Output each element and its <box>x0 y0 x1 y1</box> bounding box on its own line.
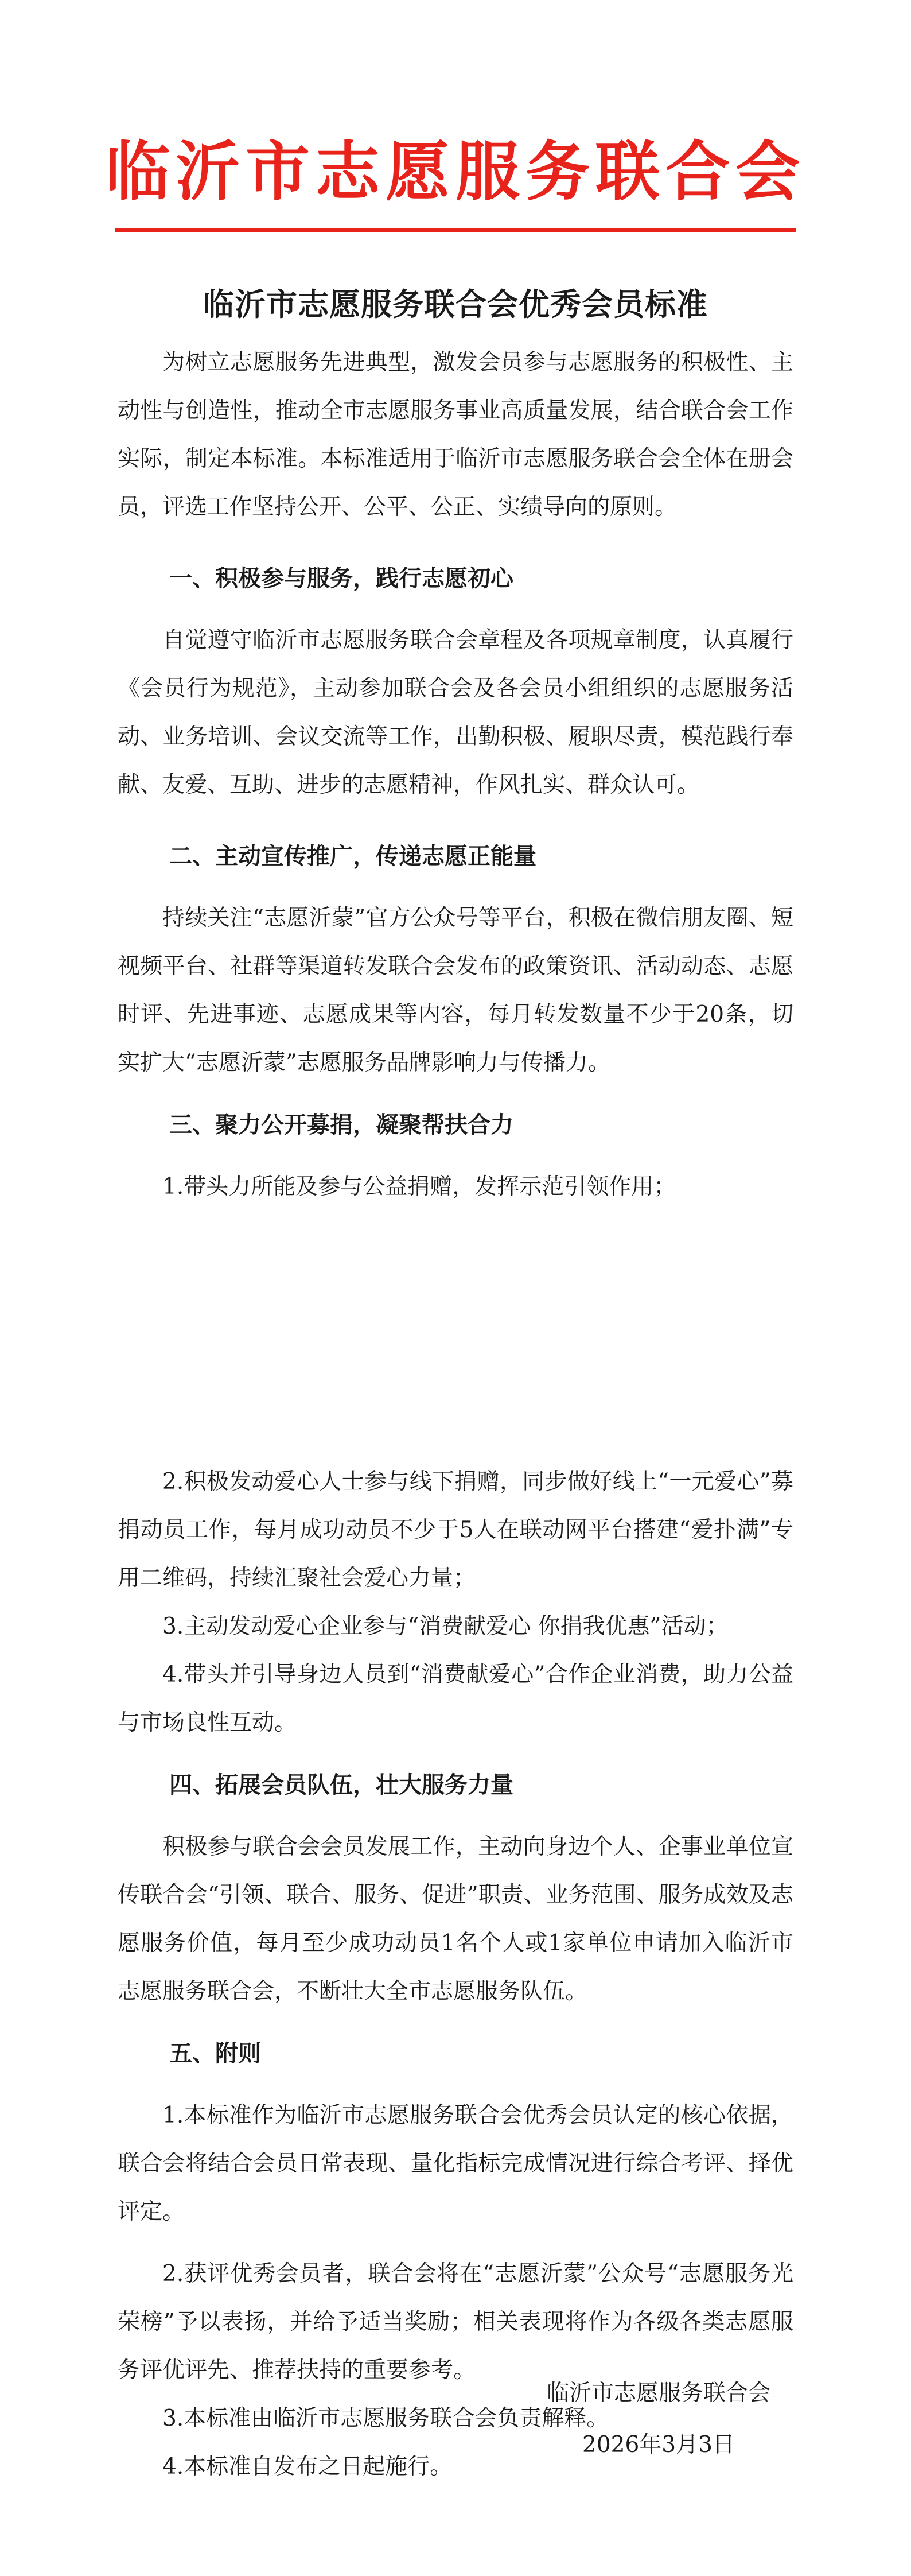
section-heading: 四、拓展会员队伍，壮大服务力量 <box>169 1772 513 1798</box>
list-item: 4.本标准自发布之日起施行。 <box>162 2454 453 2480</box>
list-item: 2.获评优秀会员者，联合会将在“志愿沂蒙”公众号“志愿服务光荣榜”予以表扬，并给予适当奖励；相关表现将作为各级各类志愿服务评优评先、推荐扶持的重要参考。 <box>118 2261 793 2383</box>
blank-space <box>118 1211 793 1458</box>
list-item: 3.主动发动爱心企业参与“消费献爱心 你捐我优惠”活动； <box>162 1613 729 1639</box>
document-title: 临沂市志愿服务联合会优秀会员标准 <box>203 286 708 323</box>
masthead-divider <box>115 228 796 232</box>
section-heading: 三、聚力公开募捐，凝聚帮扶合力 <box>169 1112 513 1138</box>
section-paragraph: 积极参与联合会会员发展工作，主动向身边个人、企事业单位宣传联合会“引领、联合、服务、促进”职责、业务范围、服务成效及志愿服务价值，每月至少成功动员1名个人或1家单位申请加入临沂市志愿服务联合会，不断壮大全市志愿服务队伍。 <box>118 1834 793 2004</box>
section-2 <box>118 832 793 1087</box>
signature-date: 2026年3月3日 <box>582 2432 735 2458</box>
section-3 <box>118 1101 793 1747</box>
list-item: 3.本标准由临沂市志愿服务联合会负责解释。 <box>162 2406 609 2431</box>
section-heading: 一、积极参与服务，践行志愿初心 <box>169 565 513 592</box>
masthead-title: 临沂市志愿服务联合会 <box>106 135 805 210</box>
list-item: 1.带头力所能及参与公益捐赠，发挥示范引领作用； <box>162 1174 676 1200</box>
intro-paragraph: 为树立志愿服务先进典型，激发会员参与志愿服务的积极性、主动性与创造性，推动全市志愿服务事业高质量发展，结合联合会工作实际，制定本标准。本标准适用于临沂市志愿服务联合会全体在册会员，评选工作坚持公开、公平、公正、实绩导向的原则。 <box>118 350 793 520</box>
section-heading: 二、主动宣传推广，传递志愿正能量 <box>169 843 536 870</box>
signature-org: 临沂市志愿服务联合会 <box>546 2380 770 2406</box>
section-4 <box>118 1761 793 2016</box>
list-item: 1.本标准作为临沂市志愿服务联合会优秀会员认定的核心依据，联合会将结合会员日常表现、量化指标完成情况进行综合考评、择优评定。 <box>118 2102 793 2225</box>
section-paragraph: 自觉遵守临沂市志愿服务联合会章程及各项规章制度，认真履行《会员行为规范》，主动参加联合会及各会员小组组织的志愿服务活动、业务培训、会议交流等工作，出勤积极、履职尽责，模范践行奉献、友爱、互助、进步的志愿精神，作风扎实、群众认可。 <box>118 627 793 798</box>
list-item: 2.积极发动爱心人士参与线下捐赠，同步做好线上“一元爱心”募捐动员工作，每月成功动员不少于5人在联动网平台搭建“爱扑满”专用二维码，持续汇聚社会爱心力量； <box>118 1469 793 1591</box>
list-item: 4.带头并引导身边人员到“消费献爱心”合作企业消费，助力公益与市场良性互动。 <box>118 1662 793 1736</box>
document-body <box>118 339 793 2491</box>
signature-block <box>547 2368 770 2471</box>
section-paragraph: 持续关注“志愿沂蒙”官方公众号等平台，积极在微信朋友圈、短视频平台、社群等渠道转发联合会发布的政策资讯、活动动态、志愿时评、先进事迹、志愿成果等内容，每月转发数量不少于20条，切实扩大“志愿沂蒙”志愿服务品牌影响力与传播力。 <box>118 905 793 1076</box>
section-1 <box>118 554 793 809</box>
section-heading: 五、附则 <box>169 2040 261 2067</box>
